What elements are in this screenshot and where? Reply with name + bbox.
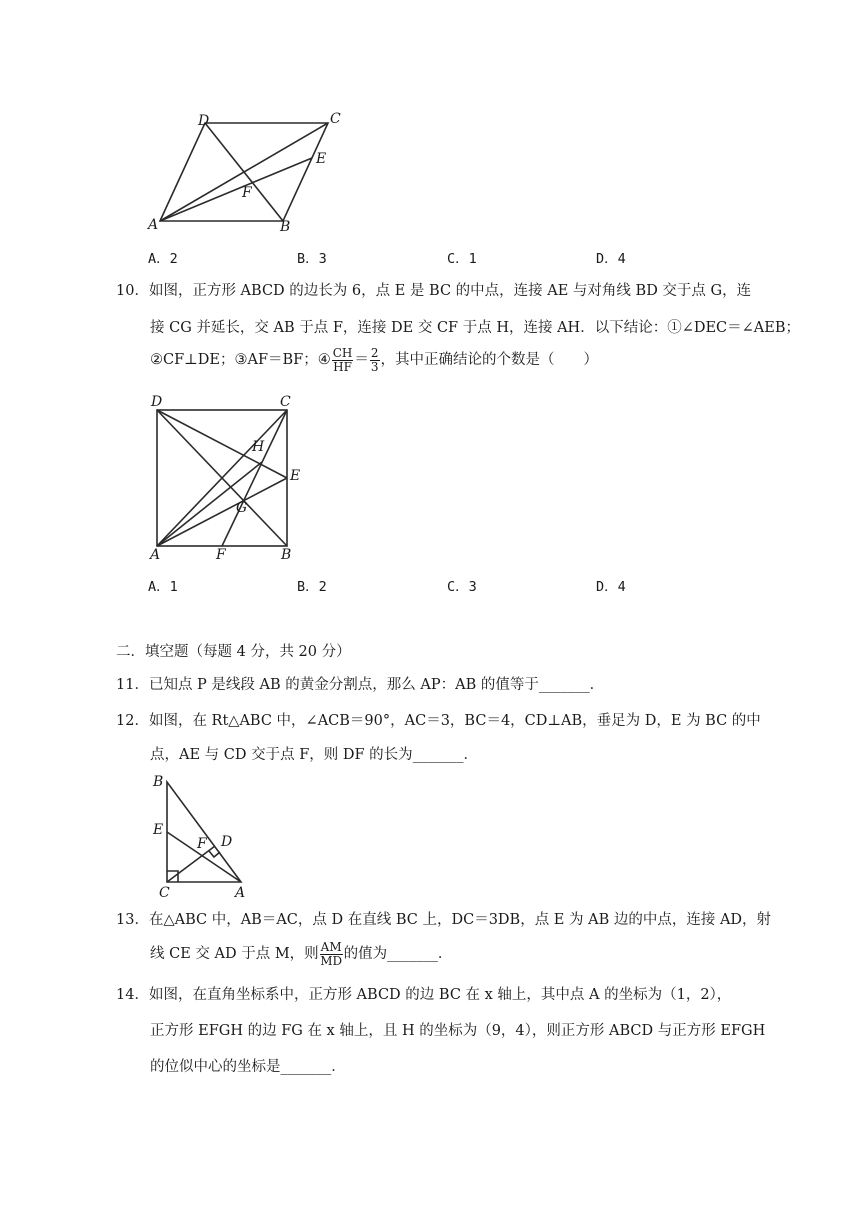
- q10-fraction-2-3: $\frac{2}{3}$: [370, 345, 379, 374]
- q12-line-CD: [167, 846, 215, 882]
- q10-figure: [140, 390, 310, 562]
- q12-period: ．: [463, 747, 478, 763]
- q9-option-b[interactable]: B．3: [297, 251, 327, 267]
- q14-answer-blank[interactable]: _______: [280, 1059, 332, 1075]
- q12-answer-blank[interactable]: _______: [412, 747, 464, 763]
- q13-text-line2a: 线 CE 交 AD 于点 M，则: [150, 946, 319, 962]
- q9-label-E: E: [316, 151, 327, 167]
- q14-text-line2: 正方形 EFGH 的边 FG 在 x 轴上，且 H 的坐标为（9，4），则正方形 ABCD 与正方形 EFGH: [150, 1023, 766, 1039]
- q10-line3: [150, 346, 598, 374]
- q12-number: 12．: [116, 713, 149, 729]
- q12-figure: [145, 770, 255, 900]
- q13-period: ．: [437, 946, 453, 962]
- q10-fraction-ch-hf: $\frac{CH}{HF}$: [332, 345, 353, 374]
- q10-label-C: C: [280, 394, 291, 410]
- q10-option-c[interactable]: C．3: [447, 579, 477, 595]
- q9-line-AE: [160, 158, 312, 221]
- q10-text-line2: 接 CG 并延长，交 AB 于点 F，连接 DE 交 CF 于点 H，连接 AH．以下结论：①∠DEC＝∠AEB；: [150, 320, 801, 336]
- q10-number: 10．: [116, 283, 149, 299]
- q13-text-line2b: 的值为: [343, 946, 388, 962]
- q14-text-line3: 的位似中心的坐标是: [150, 1059, 281, 1075]
- q14-text-line1: 如图，在直角坐标系中，正方形 ABCD 的边 BC 在 x 轴上，其中点 A 的坐标为（1，2），: [148, 987, 732, 1003]
- q10-label-B: B: [281, 547, 292, 562]
- q13-fraction-am-md: $\frac{AM}{MD}$: [320, 939, 343, 968]
- q9-option-d[interactable]: D．4: [596, 251, 626, 267]
- q10-line-AE: [157, 478, 287, 546]
- q12-line1: [116, 711, 761, 731]
- q9-label-F: F: [242, 185, 252, 201]
- q9-label-D: D: [198, 113, 210, 129]
- q9-label-A: A: [148, 217, 159, 233]
- q12-triangle: [167, 782, 241, 882]
- q12-label-A: A: [235, 885, 246, 900]
- q10-text-line3b: ，其中正确结论的个数是（ ）: [380, 352, 599, 368]
- q13-number: 13．: [116, 912, 149, 928]
- q9-option-c[interactable]: C．1: [447, 251, 477, 267]
- section-fill-in-heading: 二．填空题（每题 4 分，共 20 分）: [116, 644, 351, 660]
- q13-line1: [116, 910, 771, 930]
- q9-option-a[interactable]: A．2: [148, 251, 178, 267]
- q10-option-d[interactable]: D．4: [596, 579, 626, 595]
- q14-period: ．: [331, 1059, 346, 1075]
- q12-line2: [150, 745, 478, 765]
- q12-label-F: F: [197, 836, 207, 852]
- q10-equals: ＝: [354, 352, 369, 368]
- q13-text-line1: 在△ABC 中，AB＝AC，点 D 在直线 BC 上，DC＝3DB，点 E 为 AB 边的中点，连接 AD，射: [148, 912, 772, 928]
- q10-option-a[interactable]: A．1: [148, 579, 178, 595]
- q12-text-line2: 点，AE 与 CD 交于点 F，则 DF 的长为: [150, 747, 413, 763]
- q14-line3: [150, 1057, 346, 1077]
- q10-label-D: D: [151, 394, 163, 410]
- q14-line1: [116, 985, 731, 1005]
- q10-line-DE: [157, 410, 287, 478]
- q10-line-CF: [222, 410, 287, 546]
- q12-label-D: D: [221, 834, 233, 850]
- q12-label-C: C: [159, 885, 170, 900]
- q10-line1: [116, 281, 751, 301]
- q11-text: 已知点 P 是线段 AB 的黄金分割点，那么 AP：AB 的值等于: [148, 677, 539, 693]
- q10-label-G: G: [236, 500, 248, 516]
- q10-label-A: A: [150, 547, 161, 562]
- q10-label-H: H: [252, 439, 265, 455]
- q9-figure: [140, 108, 360, 238]
- q9-label-C: C: [330, 111, 341, 127]
- q10-text-line3a: ②CF⊥DE；③AF＝BF；④: [150, 352, 331, 368]
- q10-label-F: F: [216, 547, 226, 562]
- q14-number: 14．: [116, 987, 149, 1003]
- q11: [116, 675, 604, 695]
- q13-answer-blank[interactable]: _______: [387, 946, 438, 962]
- q11-number: 11．: [116, 677, 149, 693]
- q10-option-b[interactable]: B．2: [297, 579, 327, 595]
- q12-text-line1: 如图，在 Rt△ABC 中，∠ACB＝90°，AC＝3，BC＝4，CD⊥AB，垂足为 D，E 为 BC 的中: [148, 713, 761, 729]
- q10-label-E: E: [290, 468, 301, 484]
- q9-label-B: B: [280, 219, 291, 235]
- q12-label-E: E: [153, 822, 164, 838]
- q11-answer-blank[interactable]: _______: [538, 677, 590, 693]
- q10-text-line1: 如图，正方形 ABCD 的边长为 6，点 E 是 BC 的中点，连接 AE 与对角线 BD 交于点 G，连: [148, 283, 752, 299]
- q12-label-B: B: [153, 774, 164, 790]
- q11-period: ．: [589, 677, 605, 693]
- q9-line-AC: [160, 123, 328, 221]
- q13-line2: [150, 940, 452, 968]
